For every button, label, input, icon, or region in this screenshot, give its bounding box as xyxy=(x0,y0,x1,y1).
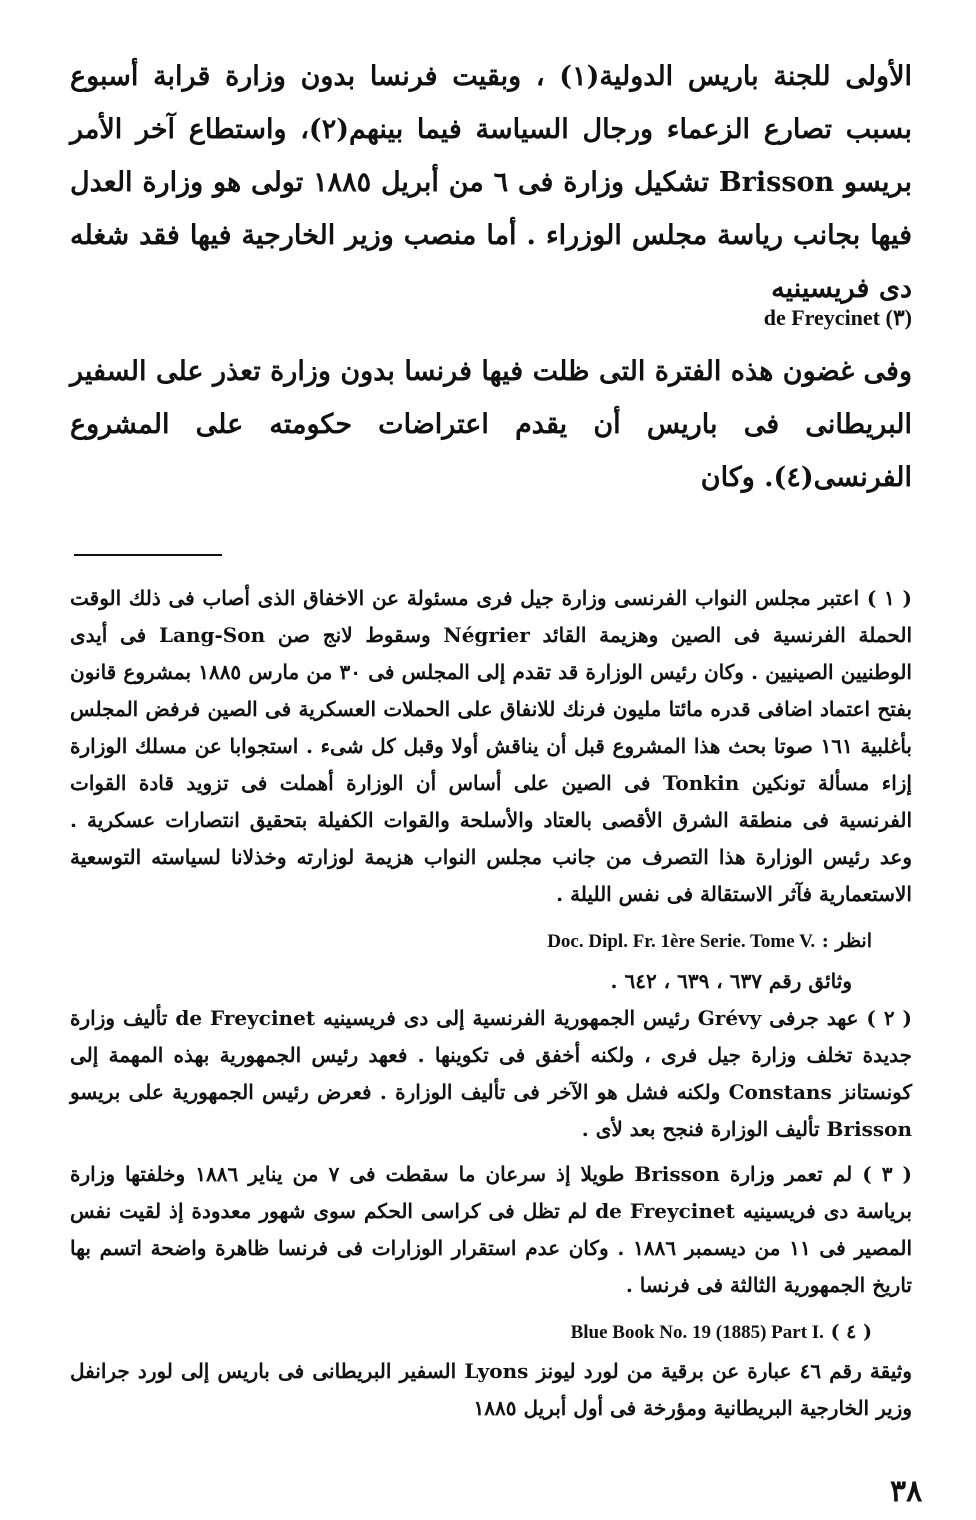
page-number: ٣٨ xyxy=(890,1474,923,1509)
footnote-4-reference xyxy=(70,1312,912,1353)
footnote-4: وثيقة رقم ٤٦ عبارة عن برقية من لورد ليونز Lyons السفير البريطانى فى باريس إلى لورد جرانفل وزير الخارجية البريطانية ومؤرخة فى أول أبريل ١٨٨٥ xyxy=(70,1359,912,1420)
footnote-divider xyxy=(74,554,222,556)
footnote-3: ( ٣ ) لم تعمر وزارة Brisson طويلا إذ سرعان ما سقطت فى ٧ من يناير ١٨٨٦ وخلفتها وزارة برياسة دى فريسينيه de Freycinet لم تظل فى كراسى الحكم سوى شهور معدودة إذ لقيت نفس المصير فى ١١ من ديسمبر ١٨٨٦ . وكان عدم استقرار الوزارات فى فرنسا ظاهرة واضحة اتسم بها تاريخ الجمهورية الثالثة فى فرنسا . xyxy=(70,1162,913,1297)
main-text xyxy=(70,50,912,504)
body-paragraph-2: وفى غضون هذه الفترة التى ظلت فيها فرنسا بدون وزارة تعذر على السفير البريطانى فى باريس أن يقدم اعتراضات حكومته على المشروع الفرنسى(٤). وكان xyxy=(70,356,912,493)
footnote-1-reference xyxy=(70,921,912,962)
footnote-1-ref-label: انظر : xyxy=(821,930,872,952)
page xyxy=(70,50,912,1435)
footnote-1-ref-source: Doc. Dipl. Fr. 1ère Serie. Tome V. xyxy=(547,931,816,952)
footnote-4-label: ( ٤ ) xyxy=(830,1321,872,1343)
footnotes xyxy=(70,580,912,1427)
footnote-1-documents: وثائق رقم ٦٣٧ ، ٦٣٩ ، ٦٤٢ . xyxy=(610,969,852,993)
footnote-4-ref-source: Blue Book No. 19 (1885) Part I. xyxy=(570,1322,824,1343)
footnote-2: ( ٢ ) عهد جرفى Grévy رئيس الجمهورية الفرنسية إلى دى فريسينيه de Freycinet تأليف وزارة جديدة تخلف وزارة جيل فرى ، ولكنه أخفق فى تكوينها . فعهد رئيس الجمهورية بهذه المهمة إلى كونستانز Constans ولكنه فشل هو الآخر فى تأليف الوزارة . فعرض رئيس الجمهورية على بريسو Brisson تأليف الوزارة فنجح بعد لأى . xyxy=(70,1006,912,1141)
body-paragraph-1-tail: de Freycinet (٣) xyxy=(763,305,912,330)
footnote-1: ( ١ ) اعتبر مجلس النواب الفرنسى وزارة جيل فرى مسئولة عن الاخفاق الذى أصاب فى ذلك الوقت الحملة الفرنسية فى الصين وهزيمة القائد Négrier وسقوط لانج صن Lang-Son فى أيدى الوطنيين الصينيين . وكان رئيس الوزارة قد تقدم إلى المجلس فى ٣٠ من مارس ١٨٨٥ بمشروع قانون بفتح اعتماد اضافى قدره مائتا مليون فرنك للانفاق على الحملات العسكرية فى الصين فرفض المجلس بأغلبية ١٦١ صوتا بحث هذا المشروع قبل أن يناقش أولا وقبل كل شىء . استجوابا عن مسلك الوزارة إزاء مسألة تونكين Tonkin فى الصين على أساس أن الوزارة أهملت فى تزويد قادة القوات الفرنسية فى منطقة الشرق الأقصى بالعتاد والأسلحة والقوات الكفيلة بتحقيق انتصارات عسكرية . وعد رئيس الوزارة هذا التصرف من جانب مجلس النواب هزيمة لوزارته وخذلانا لسياسته التوسعية الاستعمارية فآثر الاستقالة فى نفس الليلة . xyxy=(70,586,912,906)
body-paragraph-1: الأولى للجنة باريس الدولية(١) ، وبقيت فرنسا بدون وزارة قرابة أسبوع بسبب تصارع الزعماء ورجال السياسة فيما بينهم(٢)، واستطاع آخر الأمر بريسو Brisson تشكيل وزارة فى ٦ من أبريل ١٨٨٥ تولى هو وزارة العدل فيها بجانب رياسة مجلس الوزراء . أما منصب وزير الخارجية فيها فقد شغله دى فريسينيه xyxy=(70,61,912,304)
